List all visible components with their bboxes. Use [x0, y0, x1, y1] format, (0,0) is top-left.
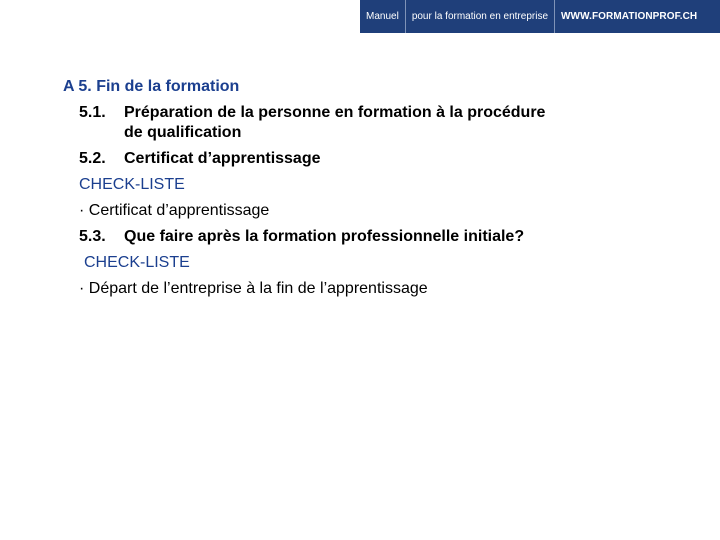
banner-formation-entreprise: pour la formation en entreprise [411, 11, 548, 22]
checklist-label: CHECK-LISTE [79, 176, 185, 193]
item-text: Certificat d’apprentissage [124, 150, 321, 167]
checklist-item: · Départ de l’entreprise à la fin de l’apprentissage [79, 280, 428, 297]
banner-manuel: Manuel [366, 11, 399, 22]
section-heading: A 5. Fin de la formation [63, 78, 240, 95]
item-5-1 [79, 103, 545, 123]
item-5-1-continuation: de qualification [124, 124, 242, 141]
item-5-3 [79, 227, 524, 247]
checklist-label: CHECK-LISTE [84, 254, 190, 271]
item-number: 5.1. [79, 104, 106, 121]
item-number: 5.2. [79, 150, 106, 167]
item-5-2 [79, 149, 321, 169]
checklist-item: · Certificat d’apprentissage [79, 202, 270, 219]
item-text: Préparation de la personne en formation à la procédure [124, 104, 546, 121]
banner-website[interactable]: WWW.FORMATIONPROF.CH [561, 11, 698, 22]
item-number: 5.3. [79, 228, 106, 245]
item-text: Que faire après la formation professionnelle initiale? [124, 228, 525, 245]
